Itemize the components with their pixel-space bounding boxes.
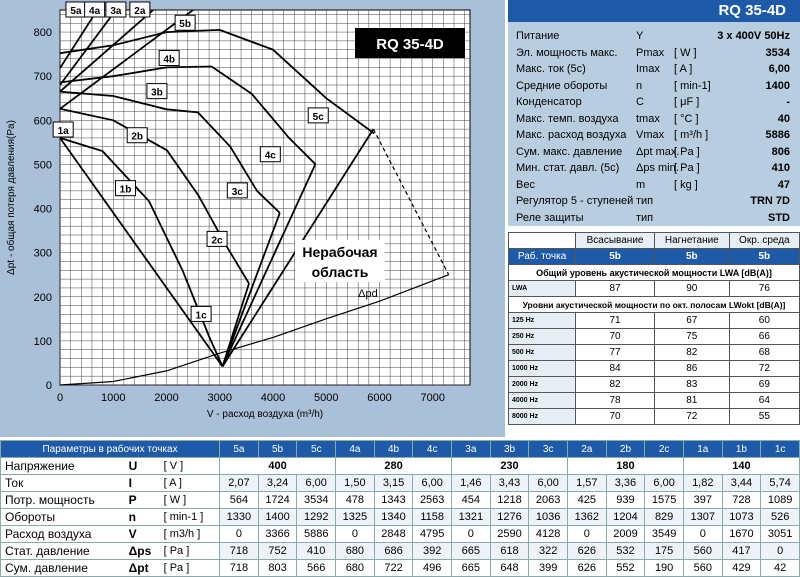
ops-voltage: 400 <box>220 458 336 475</box>
spec-row <box>508 177 800 193</box>
ops-value: 496 <box>413 560 452 577</box>
ops-value: 1276 <box>490 509 529 526</box>
curve-label: 3a <box>110 6 122 17</box>
ops-value: 0 <box>220 526 259 543</box>
ops-value: 2848 <box>374 526 413 543</box>
ops-value: 1158 <box>413 509 452 526</box>
curve-label: 2c <box>211 235 223 247</box>
ops-value: 552 <box>606 560 645 577</box>
ops-value: 2009 <box>606 526 645 543</box>
spec-name: Макс. расход воздуха <box>516 129 627 141</box>
ops-value: 3051 <box>761 526 800 543</box>
ops-param-symbol: U <box>127 458 162 475</box>
curve-label: 3c <box>231 186 243 198</box>
ops-value: 1340 <box>374 509 413 526</box>
lwa-title: Общий уровень акустической мощности LWA [dB(A)] <box>509 265 800 281</box>
spec-row <box>508 144 800 160</box>
spec-name: Вес <box>516 178 535 191</box>
noise-header: Окр. среда <box>729 233 799 249</box>
spec-symbol: тип <box>636 211 654 224</box>
ops-value: 1307 <box>683 509 722 526</box>
octave-band-value: 66 <box>729 329 799 345</box>
noise-corner <box>509 233 576 249</box>
spec-row <box>508 61 800 77</box>
ops-value: 1670 <box>722 526 761 543</box>
curve-label: 1a <box>57 126 69 137</box>
octave-band-value: 75 <box>654 329 729 345</box>
spec-name: Сум. макс. давление <box>516 145 623 158</box>
ops-param-unit: [ Pa ] <box>162 560 220 577</box>
spec-name: Питание <box>516 30 560 42</box>
operating-points-table <box>0 440 800 577</box>
spec-value: 6,00 <box>768 63 790 75</box>
y-tick-label: 800 <box>33 27 52 40</box>
ops-value: 454 <box>452 492 491 509</box>
spec-unit: [ min-1] <box>674 79 711 92</box>
ops-value: 626 <box>567 543 606 560</box>
nonwork-region-label-1: Нерабочая <box>302 244 378 260</box>
ops-value: 0 <box>683 526 722 543</box>
ops-point-header: 3a <box>452 441 491 458</box>
spec-unit: [ kg ] <box>674 178 698 191</box>
spec-name: Регулятор 5 - ступеней <box>516 195 634 207</box>
octave-band-value: 83 <box>654 377 729 393</box>
spec-value: STD <box>768 211 790 224</box>
spec-unit: [ °C ] <box>674 112 699 125</box>
octave-band-value: 82 <box>654 345 729 361</box>
ops-value: 718 <box>220 560 259 577</box>
spec-row <box>508 127 800 143</box>
x-tick-label: 5000 <box>313 392 339 404</box>
work-point-value: 5b <box>729 249 799 265</box>
octave-band-value: 70 <box>576 329 655 345</box>
ops-value: 4795 <box>413 526 452 543</box>
octave-band-value: 67 <box>654 313 729 329</box>
octave-band-label: 250 Hz <box>509 329 576 345</box>
ops-point-header: 3b <box>490 441 529 458</box>
ops-value: 829 <box>645 509 684 526</box>
ops-value: 680 <box>336 560 375 577</box>
spec-name: Макс. темп. воздуха <box>516 112 619 125</box>
curve-label: 1c <box>195 310 207 322</box>
octave-band-label: 125 Hz <box>509 313 576 329</box>
octave-title: Уровни акустической мощности по окт. полосам LWokt [dB(A)] <box>509 297 800 313</box>
spec-row <box>508 94 800 110</box>
ops-value: 3,43 <box>490 475 529 492</box>
ops-param-symbol: V <box>127 526 162 543</box>
ops-point-header: 5c <box>297 441 336 458</box>
spec-panel <box>508 0 800 226</box>
ops-point-header: 2c <box>645 441 684 458</box>
spec-name: Эл. мощность макс. <box>516 46 618 59</box>
ops-value: 429 <box>722 560 761 577</box>
lwa-value: 90 <box>654 281 729 297</box>
ops-value: 5886 <box>297 526 336 543</box>
ops-value: 618 <box>490 543 529 560</box>
spec-unit: [ Pa ] <box>674 162 700 174</box>
ops-point-header: 4c <box>413 441 452 458</box>
ops-value: 410 <box>297 543 336 560</box>
ops-value: 665 <box>452 543 491 560</box>
ops-param-unit: [ m3/h ] <box>162 526 220 543</box>
x-tick-label: 6000 <box>367 392 392 404</box>
ops-value: 3,36 <box>606 475 645 492</box>
ops-value: 564 <box>220 492 259 509</box>
spec-symbol: Pmax <box>636 46 665 59</box>
ops-value: 1,57 <box>567 475 606 492</box>
spec-value: 5886 <box>765 129 790 141</box>
dynamic-pressure-label: Δpd <box>358 287 378 300</box>
ops-value: 3549 <box>645 526 684 543</box>
spec-symbol: Y <box>636 30 644 42</box>
curve-label: 1b <box>119 184 132 196</box>
ops-value: 0 <box>567 526 606 543</box>
ops-value: 665 <box>452 560 491 577</box>
work-point-label: Раб. точка <box>509 249 576 265</box>
ops-value: 526 <box>761 509 800 526</box>
octave-band-value: 68 <box>729 345 799 361</box>
ops-value: 1292 <box>297 509 336 526</box>
ops-voltage: 180 <box>567 458 683 475</box>
curve-label: 2b <box>131 131 144 143</box>
lwa-label: LWA <box>509 281 576 297</box>
spec-value: 3534 <box>765 46 790 59</box>
octave-band-value: 78 <box>576 393 655 409</box>
curve-label: 4c <box>264 150 276 162</box>
octave-band-value: 69 <box>729 377 799 393</box>
ops-title: Параметры в рабочих точках <box>1 441 220 458</box>
spec-symbol: C <box>636 96 644 108</box>
spec-value: 40 <box>777 112 790 125</box>
ops-param-unit: [ V ] <box>162 458 220 475</box>
ops-value: 1343 <box>374 492 413 509</box>
octave-band-label: 500 Hz <box>509 345 576 361</box>
ops-value: 560 <box>683 543 722 560</box>
ops-value: 1325 <box>336 509 375 526</box>
curve-label: 5c <box>312 111 324 123</box>
ops-param-name: Обороты <box>1 509 127 526</box>
spec-value: 806 <box>771 145 790 158</box>
octave-band-value: 81 <box>654 393 729 409</box>
ops-value: 939 <box>606 492 645 509</box>
ops-value: 417 <box>722 543 761 560</box>
ops-value: 6,00 <box>529 475 568 492</box>
ops-param-symbol: n <box>127 509 162 526</box>
ops-value: 4128 <box>529 526 568 543</box>
ops-value: 3534 <box>297 492 336 509</box>
curve-label: 3b <box>151 87 163 99</box>
model-title: RQ 35-4D <box>508 0 800 22</box>
work-point-value: 5b <box>576 249 655 265</box>
ops-value: 626 <box>567 560 606 577</box>
y-tick-label: 0 <box>45 380 52 392</box>
x-tick-label: 4000 <box>260 392 286 404</box>
spec-symbol: Imax <box>636 63 660 75</box>
spec-row <box>508 78 800 94</box>
ops-value: 425 <box>567 492 606 509</box>
noise-header: Всасывание <box>576 233 655 249</box>
ops-value: 1,46 <box>452 475 491 492</box>
ops-value: 1400 <box>258 509 297 526</box>
ops-value: 175 <box>645 543 684 560</box>
octave-band-value: 86 <box>654 361 729 377</box>
ops-value: 1321 <box>452 509 491 526</box>
y-axis-label: Δpt - общая потеря давления(Pa) <box>6 120 17 275</box>
octave-band-label: 4000 Hz <box>509 393 576 409</box>
lwa-value: 76 <box>729 281 799 297</box>
ops-point-header: 4a <box>336 441 375 458</box>
x-tick-label: 1000 <box>101 392 126 404</box>
octave-band-value: 82 <box>576 377 655 393</box>
octave-band-value: 55 <box>729 409 799 425</box>
ops-value: 478 <box>336 492 375 509</box>
chart-panel <box>0 0 505 437</box>
curve-label: 4b <box>163 54 175 66</box>
spec-name: Макс. ток (5c) <box>516 63 586 75</box>
nonwork-region-label-2: область <box>311 264 369 280</box>
spec-unit: [ Pa ] <box>674 145 700 158</box>
ops-param-symbol: Δps <box>127 543 162 560</box>
spec-symbol: тип <box>636 195 654 207</box>
spec-symbol: n <box>636 79 643 92</box>
ops-point-header: 2b <box>606 441 645 458</box>
ops-voltage: 140 <box>683 458 799 475</box>
spec-value: 3 x 400V 50Hz <box>717 30 790 42</box>
spec-row <box>508 45 800 61</box>
ops-point-header: 3c <box>529 441 568 458</box>
ops-value: 3,44 <box>722 475 761 492</box>
spec-symbol: tmax <box>636 112 660 125</box>
ops-value: 6,00 <box>645 475 684 492</box>
ops-value: 322 <box>529 543 568 560</box>
ops-value: 803 <box>258 560 297 577</box>
octave-band-value: 72 <box>654 409 729 425</box>
ops-value: 532 <box>606 543 645 560</box>
y-tick-label: 600 <box>33 115 52 128</box>
octave-band-label: 2000 Hz <box>509 377 576 393</box>
spec-value: 1400 <box>765 79 790 92</box>
ops-value: 2,07 <box>220 475 259 492</box>
ops-value: 392 <box>413 543 452 560</box>
ops-value: 1575 <box>645 492 684 509</box>
spec-unit: [ m³/h ] <box>674 129 709 141</box>
octave-band-value: 70 <box>576 409 655 425</box>
y-tick-label: 200 <box>33 291 52 304</box>
spec-unit: [ μF ] <box>674 96 700 108</box>
spec-name: Конденсатор <box>516 96 582 108</box>
ops-value: 686 <box>374 543 413 560</box>
ops-param-symbol: I <box>127 475 162 492</box>
ops-param-unit: [ A ] <box>162 475 220 492</box>
octave-band-value: 71 <box>576 313 655 329</box>
ops-value: 2063 <box>529 492 568 509</box>
spec-symbol: m <box>636 178 646 191</box>
chart-title: RQ 35-4D <box>376 36 444 53</box>
ops-value: 752 <box>258 543 297 560</box>
ops-value: 397 <box>683 492 722 509</box>
ops-param-name: Ток <box>1 475 127 492</box>
octave-band-value: 60 <box>729 313 799 329</box>
ops-param-symbol: Δpt <box>127 560 162 577</box>
spec-value: 410 <box>771 162 790 174</box>
spec-symbol: Vmax <box>636 129 665 141</box>
ops-value: 1330 <box>220 509 259 526</box>
ops-value: 1724 <box>258 492 297 509</box>
ops-value: 1073 <box>722 509 761 526</box>
spec-value: TRN 7D <box>750 195 790 207</box>
ops-value: 6,00 <box>297 475 336 492</box>
work-point-value: 5b <box>654 249 729 265</box>
spec-row <box>508 160 800 176</box>
noise-header: Нагнетание <box>654 233 729 249</box>
spec-row <box>508 28 800 44</box>
spec-row <box>508 193 800 209</box>
ops-value: 680 <box>336 543 375 560</box>
ops-value: 42 <box>761 560 800 577</box>
spec-unit: [ W ] <box>674 46 697 59</box>
ops-value: 1362 <box>567 509 606 526</box>
ops-param-name: Потр. мощность <box>1 492 127 509</box>
y-tick-label: 300 <box>33 247 52 260</box>
ops-value: 1204 <box>606 509 645 526</box>
noise-table <box>508 232 800 425</box>
ops-point-header: 1c <box>761 441 800 458</box>
ops-point-header: 4b <box>374 441 413 458</box>
performance-chart <box>0 0 505 437</box>
ops-value: 648 <box>490 560 529 577</box>
ops-point-header: 1b <box>722 441 761 458</box>
ops-value: 718 <box>220 543 259 560</box>
ops-value: 0 <box>336 526 375 543</box>
ops-point-header: 2a <box>567 441 606 458</box>
spec-row <box>508 111 800 127</box>
y-tick-label: 400 <box>33 203 52 216</box>
ops-value: 1089 <box>761 492 800 509</box>
octave-band-value: 77 <box>576 345 655 361</box>
octave-band-value: 64 <box>729 393 799 409</box>
ops-value: 728 <box>722 492 761 509</box>
ops-param-name: Расход воздуха <box>1 526 127 543</box>
curve-label: 5b <box>179 19 191 31</box>
ops-point-header: 1a <box>683 441 722 458</box>
x-tick-label: 0 <box>56 392 64 404</box>
x-tick-label: 3000 <box>207 392 232 404</box>
ops-value: 190 <box>645 560 684 577</box>
ops-value: 399 <box>529 560 568 577</box>
octave-band-label: 8000 Hz <box>509 409 576 425</box>
y-tick-label: 100 <box>33 335 52 348</box>
ops-value: 566 <box>297 560 336 577</box>
ops-value: 3,24 <box>258 475 297 492</box>
spec-symbol: Δps min. <box>636 162 679 174</box>
ops-voltage: 230 <box>452 458 568 475</box>
spec-value: 47 <box>777 178 790 191</box>
spec-row <box>508 210 800 226</box>
octave-band-value: 84 <box>576 361 655 377</box>
x-tick-label: 2000 <box>154 392 179 404</box>
ops-value: 0 <box>452 526 491 543</box>
ops-param-unit: [ Pa ] <box>162 543 220 560</box>
ops-point-header: 5a <box>220 441 259 458</box>
lwa-value: 87 <box>576 281 655 297</box>
ops-param-symbol: P <box>127 492 162 509</box>
ops-param-name: Напряжение <box>1 458 127 475</box>
ops-value: 5,74 <box>761 475 800 492</box>
ops-value: 722 <box>374 560 413 577</box>
ops-value: 560 <box>683 560 722 577</box>
spec-name: Мин. стат. давл. (5c) <box>516 162 620 174</box>
spec-symbol: Δpt max. <box>636 145 680 158</box>
ops-value: 2590 <box>490 526 529 543</box>
x-tick-label: 7000 <box>420 392 445 404</box>
curve-label: 2a <box>134 6 146 17</box>
ops-value: 1218 <box>490 492 529 509</box>
spec-name: Реле защиты <box>516 211 584 224</box>
spec-unit: [ A ] <box>674 63 693 75</box>
ops-value: 1,82 <box>683 475 722 492</box>
octave-band-value: 72 <box>729 361 799 377</box>
octave-band-label: 1000 Hz <box>509 361 576 377</box>
ops-param-unit: [ W ] <box>162 492 220 509</box>
ops-value: 6,00 <box>413 475 452 492</box>
ops-param-name: Стат. давление <box>1 543 127 560</box>
x-axis-label: V - расход воздуха (m³/h) <box>206 409 324 420</box>
spec-value: - <box>786 96 790 108</box>
ops-point-header: 5b <box>258 441 297 458</box>
ops-param-name: Сум. давление <box>1 560 127 577</box>
y-tick-label: 500 <box>33 159 52 172</box>
ops-value: 0 <box>761 543 800 560</box>
curve-label: 4a <box>89 6 101 17</box>
ops-value: 1,50 <box>336 475 375 492</box>
ops-value: 3,15 <box>374 475 413 492</box>
ops-value: 1036 <box>529 509 568 526</box>
spec-name: Средние обороты <box>516 79 608 92</box>
curve-label: 5a <box>70 6 82 17</box>
ops-value: 2563 <box>413 492 452 509</box>
ops-voltage: 280 <box>336 458 452 475</box>
y-tick-label: 700 <box>33 71 52 84</box>
ops-value: 3366 <box>258 526 297 543</box>
ops-param-unit: [ min-1 ] <box>162 509 220 526</box>
